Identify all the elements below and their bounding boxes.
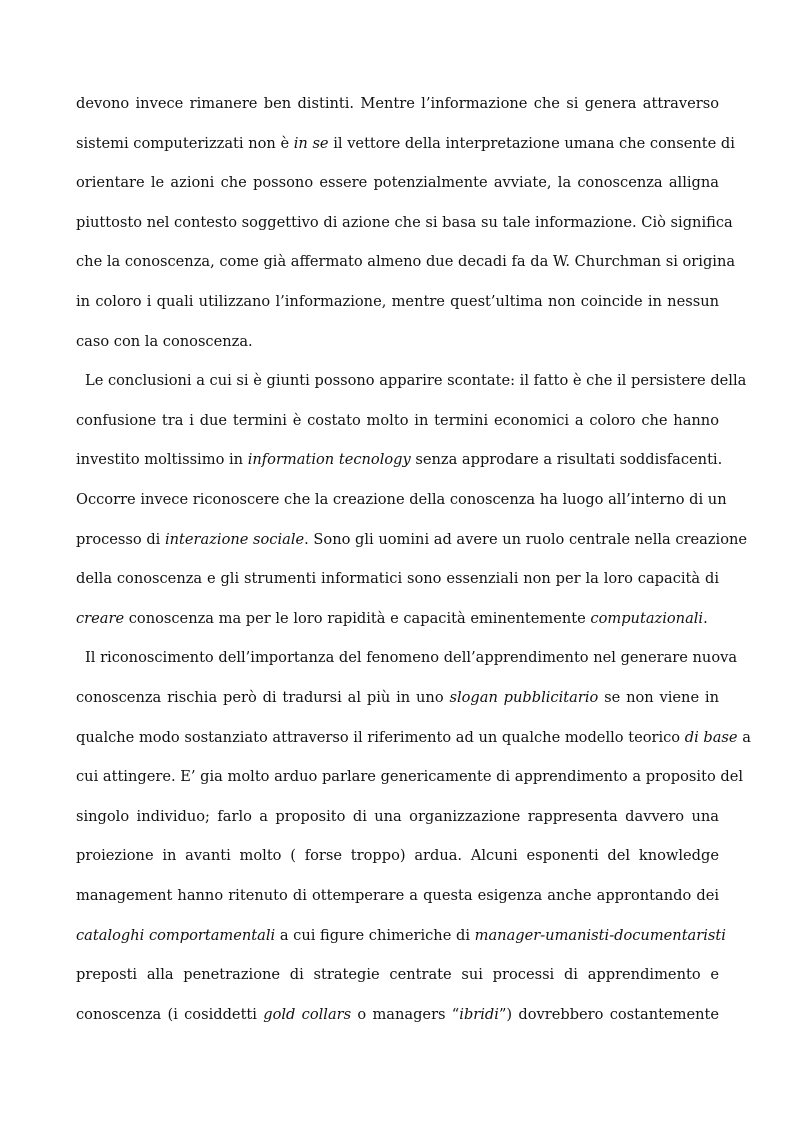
text-segment: investito moltissimo in [76,451,248,469]
text-line [76,728,751,748]
text-segment: conoscenza ma per le loro rapidità e capacità eminentemente [124,609,591,627]
text-line [76,846,719,866]
text-segment: se non viene in [598,689,719,706]
text-segment: in coloro i quali utilizzano l’informazione, mentre quest’ultima non coincide in nessun [76,293,719,310]
text-line [76,134,735,154]
text-line [76,371,747,391]
text-segment: singolo individuo; farlo a proposito di una organizzazione rappresenta davvero una [76,807,719,825]
text-segment: piuttosto nel contesto soggettivo di azione che si basa su tale informazione. Ciò significa [76,213,733,231]
text-segment: Il riconoscimento dell’importanza del fenomeno dell’apprendimento nel generare nuova [85,649,738,667]
text-segment: della conoscenza e gli strumenti informatici sono essenziali non per la loro capacità di [76,570,719,588]
text-line [76,569,719,589]
text-segment: ”) dovrebbero costantemente [498,1005,720,1023]
text-segment: il vettore della interpretazione umana che consente di [328,134,735,152]
text-line [76,807,719,827]
italic-text: creare [76,609,125,627]
italic-text: in se [293,134,329,152]
text-segment: conoscenza (i cosiddetti [76,1005,264,1023]
text-segment: conoscenza rischia però di tradursi al più in uno [76,689,450,706]
text-segment: senza approdare a risultati soddisfacenti. [410,451,723,469]
text-line [76,1005,719,1025]
italic-text: ibridi [459,1005,499,1023]
text-segment: . Sono gli uomini ad avere un ruolo centrale nella creazione [304,530,748,548]
text-line [76,450,723,470]
text-line [76,530,748,550]
text-line [76,292,719,312]
text-segment: a cui figure chimeriche di [275,926,475,944]
text-line [76,965,719,985]
text-segment: sistemi computerizzati non è [76,134,294,152]
text-segment: devono invece rimanere ben distinti. Mentre l’informazione che si genera attraverso [76,95,719,112]
italic-text: computazionali [590,609,704,627]
text-segment: orientare le azioni che possono essere potenzialmente avviate, la conoscenza alligna [76,174,719,192]
text-line [76,490,727,510]
text-segment: confusione tra i due termini è costato molto in termini economici a coloro che hanno [76,411,719,429]
text-segment: qualche modo sostanziato attraverso il riferimento ad un qualche modello teorico [76,728,685,746]
text-line [76,609,719,629]
text-line [76,886,719,906]
italic-text: gold collars [263,1005,352,1023]
text-segment: che la conoscenza, come già affermato almeno due decadi fa da W. Churchman si origina [76,253,736,271]
text-segment: proiezione in avanti molto ( forse troppo) ardua. Alcuni esponenti del knowledge [76,847,719,865]
italic-text: information tecnology [247,451,411,469]
text-segment: . [703,609,708,627]
text-line [76,648,738,668]
text-segment: Le conclusioni a cui si è giunti possono apparire scontate: il fatto è che il persistere della [85,372,747,390]
text-segment: preposti alla penetrazione di strategie centrate sui processi di apprendimento e [76,966,719,984]
text-line [76,173,719,193]
text-line [76,252,736,272]
text-segment: caso con la conoscenza. [76,332,253,350]
italic-text: manager-umanisti-documentaristi [474,926,726,944]
text-line [76,94,719,114]
text-segment: processo di [76,530,165,548]
text-line [76,926,726,946]
text-segment: o managers “ [351,1005,460,1023]
italic-text: cataloghi comportamentali [76,926,276,944]
text-segment: Occorre invece riconoscere che la creazione della conoscenza ha luogo all’interno di un [76,491,727,508]
italic-text: interazione sociale [164,530,305,548]
text-line [76,332,719,352]
italic-text: slogan pubblicitario [449,689,599,706]
text-segment: management hanno ritenuto di ottemperare a questa esigenza anche approntando dei [76,887,719,904]
italic-text: di base [684,728,738,746]
text-segment: cui attingere. E’ gia molto arduo parlare genericamente di apprendimento a proposito del [76,768,744,786]
text-line [76,688,719,708]
text-line [76,767,744,787]
text-line [76,213,733,233]
text-segment: a [737,728,751,746]
text-line [76,411,719,431]
